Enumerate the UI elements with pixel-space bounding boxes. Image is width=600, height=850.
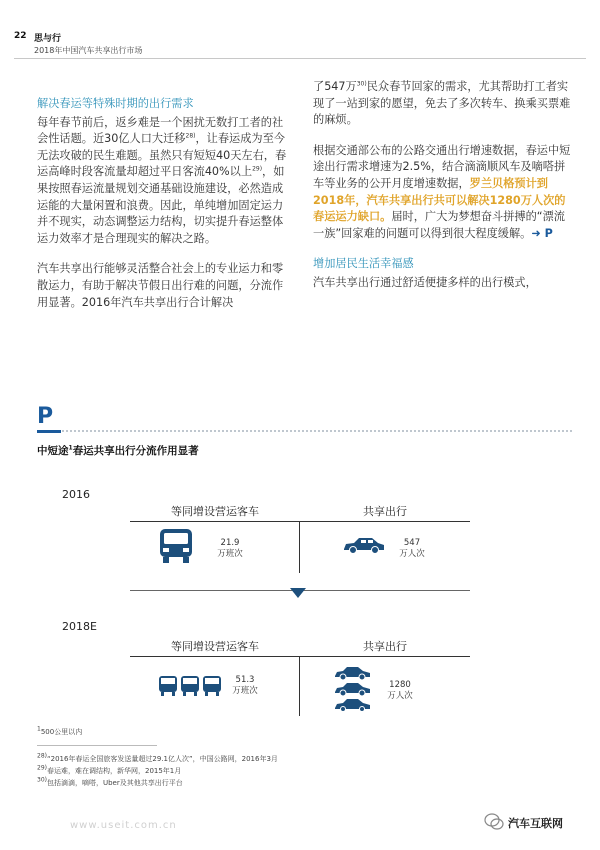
wechat-account-watermark: 汽车互联网 [508, 817, 563, 830]
footnote-30 [37, 778, 183, 788]
section-heading-spring-festival: 解决春运等特殊时期的出行需求 [37, 97, 194, 110]
exhibit-title [37, 443, 199, 458]
footnote-marker: 30) [37, 776, 47, 784]
car-icon [342, 535, 386, 555]
col-head-share-2016: 共享出行 [363, 505, 407, 518]
vdiv-2018 [299, 656, 300, 716]
share-value-2018: 1280 [389, 680, 411, 690]
footnote-ref-30[interactable]: 30) [356, 80, 367, 88]
title-part: 春运共享出行分流作用显著 [72, 445, 199, 457]
footnote-text: 春运难，难在调结构，新华网，2015年1月 [46, 767, 182, 775]
text-segment: 民众春节回家的需求，尤其帮助打工者实现了一站到家的愿望，免去了多次转车、换乘买票难的麻烦。 [313, 80, 571, 127]
year-2018e: 2018E [62, 620, 97, 633]
right-paragraph-1 [313, 79, 571, 129]
bus-icon [158, 527, 194, 565]
footnote-29 [37, 766, 181, 776]
share-unit-2018: 万人次 [387, 691, 413, 701]
text-segment: 根据交通部公布的公路交通出行增速数据，春运中短途出行需求增速为2.5%，结合滴滴顺风车及嘀嗒拼车等业务的公开月度增速数据， [313, 143, 571, 190]
col-head-share-2018: 共享出行 [363, 640, 407, 653]
page-number: 22 [14, 31, 27, 41]
footnote-28 [37, 754, 278, 764]
down-arrow-icon [290, 588, 306, 598]
bus-icon [158, 675, 222, 697]
footnote-ref-29[interactable]: 29) [252, 165, 263, 173]
share-value-2016: 547 [403, 538, 421, 548]
section-heading-wellbeing: 增加居民生活幸福感 [313, 257, 414, 271]
footnote-text: “2016年春运全国旅客发送量超过29.1亿人次”，中国公路网，2016年3月 [46, 755, 278, 763]
right-paragraph-3: 汽车共享出行通过舒适便捷多样的出行模式， [313, 275, 537, 289]
text-segment: ，如果按照春运流量规划交通基础设施建设，必然造成运能的大量闲置和浪费。因此，单纯增加固定运力并不现实，动态调整运力结构，切实提升春运整体运力效率才是合理现实的解决之路。 [37, 165, 285, 245]
highlight-forecast: 罗兰贝格预计到2018年，汽车共享出行共可以解决1280万人次的春运运力缺口。 [313, 176, 566, 224]
text-segment: 届时，广大为梦想奋斗拼搏的“漂流一族”回家难的问题可以得到很大程度缓解。 [313, 210, 565, 240]
col-head-bus-2018: 等同增设营运客车 [171, 640, 259, 653]
rule-2018 [130, 656, 470, 657]
right-paragraph-2 [313, 143, 571, 243]
exhibit-link[interactable]: ➜ P [531, 226, 553, 240]
footnote-text: 包括滴滴，嘀嗒，Uber及其他共享出行平台 [46, 779, 183, 787]
left-paragraph-2: 汽车共享出行能够灵活整合社会上的专业运力和零散运力，有助于解决节假日出行难的问题，分流作用显著。2016年汽车共享出行合计解决 [37, 262, 284, 309]
bus-unit-2018: 万班次 [232, 686, 258, 696]
title-footnote-ref: 1 [68, 444, 73, 452]
footnote-text: 500公里以内 [40, 728, 83, 736]
text-segment: 每年春节前后，返乡难是一个困扰无数打工者的社会性话题。近30亿人口大迁移 [37, 115, 284, 146]
share-unit-2016: 万人次 [399, 549, 425, 559]
chat-bubble-icon [484, 812, 504, 832]
left-paragraph-1 [37, 115, 293, 248]
bus-value-2018: 51.3 [235, 675, 255, 685]
text-segment: 了547万 [313, 80, 357, 93]
left-column [37, 96, 293, 325]
exhibit-dotted-rule [37, 430, 572, 432]
footer-url-watermark: www.useit.com.cn [70, 820, 177, 831]
rule-2016 [130, 521, 470, 522]
bus-unit-2016: 万班次 [217, 549, 243, 559]
footnote-ref-28[interactable]: 28) [185, 132, 196, 140]
footnote-marker: 29) [37, 764, 47, 772]
report-subtitle: 2018年中国汽车共享出行市场 [34, 46, 143, 55]
title-part: 中短途 [37, 445, 69, 457]
header-divider [14, 58, 586, 59]
text-segment: ，让春运成为至今无法攻破的民生难题。虽然只有短短40天左右，春运高峰时段客流量却超过平日客流40%以上 [37, 132, 287, 179]
footnote-rule [37, 745, 157, 746]
right-column [313, 79, 571, 306]
brand-name: 思与行 [34, 34, 62, 44]
footnote-marker: 1 [37, 725, 41, 733]
exhibit-letter-underline [37, 430, 61, 433]
footnote-marker: 28) [37, 752, 47, 760]
exhibit-letter: P [37, 404, 54, 429]
car-icon [333, 664, 373, 712]
vdiv-2016 [299, 521, 300, 573]
bus-value-2016: 21.9 [220, 538, 240, 548]
year-2016: 2016 [62, 488, 90, 501]
footnote-1 [37, 727, 82, 737]
col-head-bus-2016: 等同增设营运客车 [171, 505, 259, 518]
